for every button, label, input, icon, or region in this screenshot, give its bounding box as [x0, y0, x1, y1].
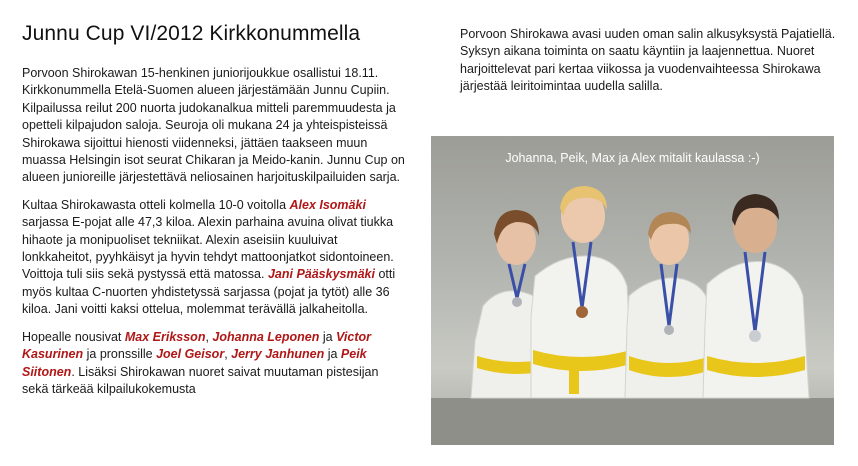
- text: sarjassa E-pojat alle 47,3 kiloa. Alexin parhaina avuina olivat tiukka hihaote ja monipuoliset tekniikat. Alexin aseisiin kuuluivat lonkkaheitot, pyyhkäisyt ja hyvin tehdyt mattoonjatkot sidontoineen. Voittoja tuli siis sekä pystyssä että matossa.: [22, 215, 394, 282]
- article-left-column: [22, 65, 406, 408]
- text: otti myös kultaa C-nuorten yhdistetyssä sarjassa (pojat ja tytöt) alle 36 kiloa. Jani voitti kaksi ottelua, molemmat terävällä jalkaheitolla.: [22, 267, 396, 317]
- paragraph-new-hall: Porvoon Shirokawa avasi uuden oman salin alkusyksystä Pajatiellä. Syksyn aikana toiminta on saatu käyntiin ja laajennettua. Nuoret harjoittelevat pari kertaa viikossa ja vuodenvaihteessa Shirokawa järjestää leiritoimintaa uudella salilla.: [460, 27, 836, 94]
- athlete-name: Max Eriksson: [124, 329, 206, 344]
- text: ,: [205, 329, 213, 344]
- athlete-name: Johanna Leponen: [212, 329, 320, 344]
- paragraph-gold: [22, 197, 406, 319]
- text: Kultaa Shirokawasta otteli kolmella 10-0 voitolla: [22, 197, 290, 212]
- photo-caption: Johanna, Peik, Max ja Alex mitalit kaulassa :-): [505, 151, 760, 165]
- athlete-name: Peik Siitonen: [22, 347, 367, 379]
- athlete-name: Joel Geisor: [156, 347, 225, 362]
- page-title: Junnu Cup VI/2012 Kirkkonummella: [22, 22, 361, 45]
- judoka-peik: [531, 186, 633, 398]
- paragraph-silver-bronze: [22, 329, 406, 399]
- text: ,: [224, 347, 232, 362]
- athlete-name: Jerry Janhunen: [231, 347, 325, 362]
- athlete-name: Alex Isomäki: [289, 197, 366, 212]
- floor: [431, 398, 834, 445]
- text: Hopealle nousivat: [22, 329, 125, 344]
- text: ja: [324, 347, 341, 362]
- athlete-name: Jani Pääskysmäki: [267, 267, 375, 282]
- judoka-max: [625, 212, 713, 398]
- paragraph-intro: Porvoon Shirokawan 15-henkinen juniorijoukkue osallistui 18.11. Kirkkonummella Etelä-Suomen alueen järjestämään Junnu Cupiin. Kilpailussa reilut 200 nuorta judokanalkua mitteli paremmuudesta ja opetteli kilpajudon saloja. Seuroja oli mukana 24 ja yhteispisteissä Shirokawa sijoittui hienosti viidenneksi, jättäen taakseen muun muassa Helsingin isot seurat Chikaran ja Meido-kanin. Junnu Cup on alueen junioreille järjestettävä neliosainen harjoituskilpailuiden sarja.: [22, 66, 405, 185]
- text: ja: [319, 329, 337, 344]
- team-photo: [431, 136, 834, 445]
- photo-illustration: [431, 136, 834, 445]
- text: . Lisäksi Shirokawan nuoret saivat muutaman pistesijan sekä tärkeää kilpailukokemusta: [22, 364, 379, 396]
- article-right-column: [460, 26, 840, 96]
- athlete-name: Victor Kasurinen: [22, 329, 372, 362]
- judoka-alex: [703, 194, 809, 398]
- text: ja pronssille: [83, 347, 157, 362]
